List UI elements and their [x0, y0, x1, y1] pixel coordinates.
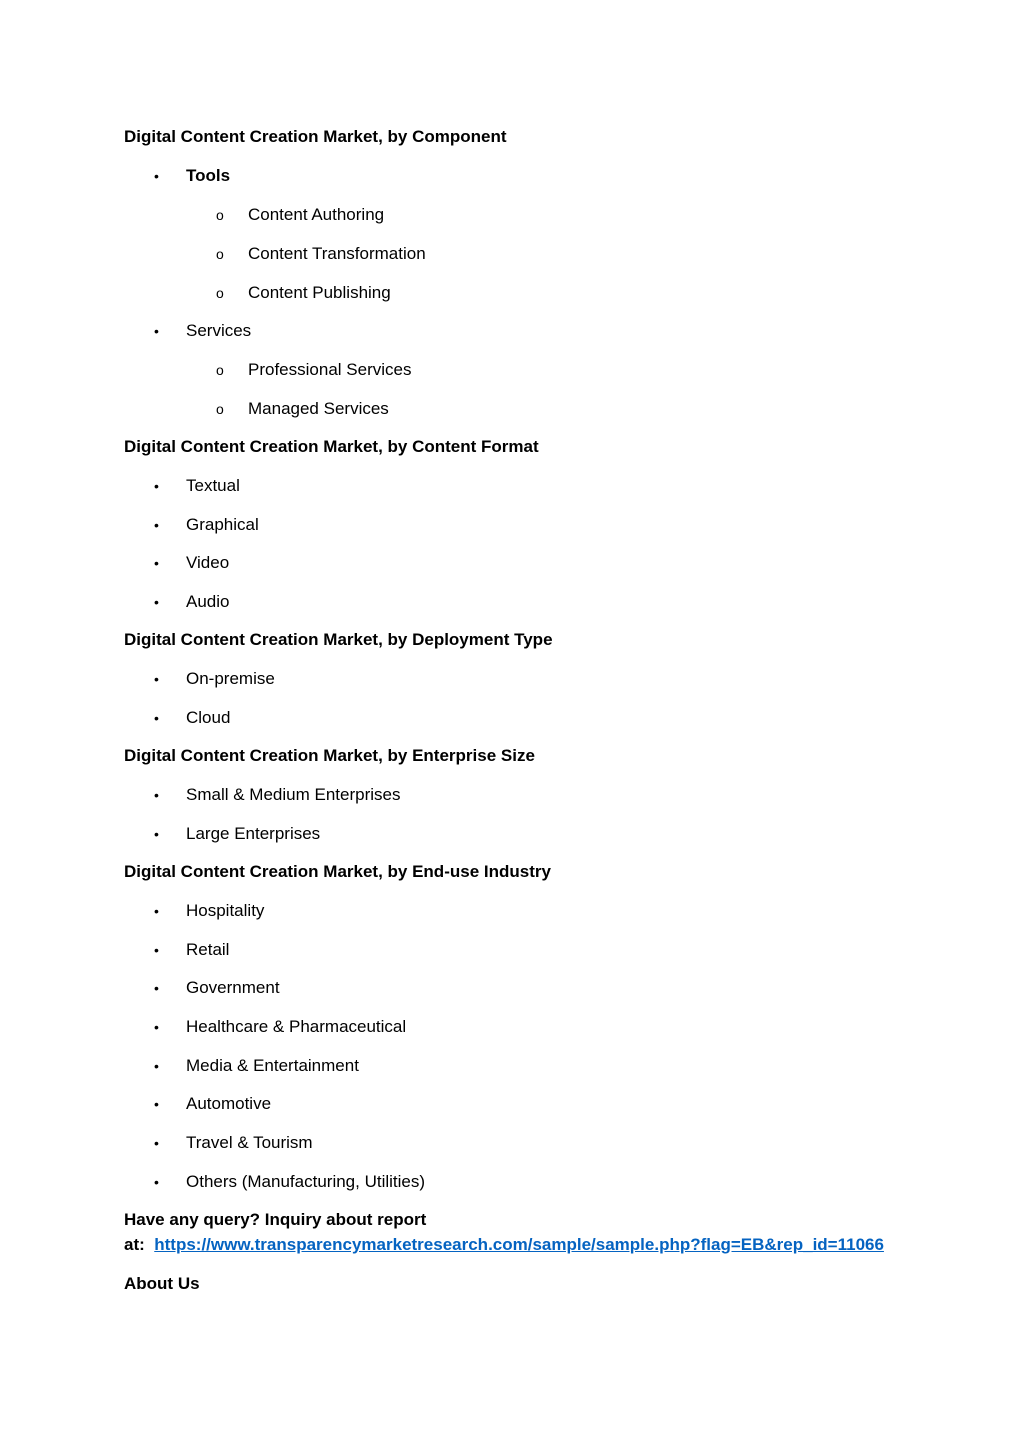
list-item-label: Textual	[186, 476, 240, 495]
bullet-icon: •	[154, 517, 159, 533]
bullet-icon: •	[154, 168, 159, 184]
query-link-line	[124, 1234, 884, 1256]
list-item-label: Small & Medium Enterprises	[186, 785, 401, 804]
bullet-icon: •	[154, 980, 159, 996]
bullet-icon: •	[154, 594, 159, 610]
list-item-label: Graphical	[186, 515, 259, 534]
list-item-label: Services	[186, 321, 252, 340]
bullet-icon: •	[154, 323, 159, 339]
list-item-label: Media & Entertainment	[186, 1056, 359, 1075]
bullet-icon: •	[154, 555, 159, 571]
report-sample-link[interactable]: https://www.transparencymarketresearch.com/sample/sample.php?flag=EB&rep_id=11066	[154, 1235, 884, 1254]
sub-bullet-icon: o	[216, 207, 224, 223]
sub-bullet-icon: o	[216, 401, 224, 417]
sub-bullet-icon: o	[216, 362, 224, 378]
list-item-label: Video	[186, 553, 230, 572]
about-us-heading: About Us	[124, 1274, 200, 1293]
list-item-label: Automotive	[186, 1094, 272, 1113]
query-prefix: at:	[124, 1235, 145, 1254]
section-heading-content-format: Digital Content Creation Market, by Content Format	[124, 437, 539, 456]
sub-list-item-label: Managed Services	[248, 399, 389, 418]
bullet-icon: •	[154, 478, 159, 494]
list-item-label: Travel & Tourism	[186, 1133, 313, 1152]
list-item-label: Tools	[186, 166, 231, 185]
section-heading-deployment-type: Digital Content Creation Market, by Deployment Type	[124, 630, 553, 649]
bullet-icon: •	[154, 942, 159, 958]
bullet-icon: •	[154, 826, 159, 842]
sub-bullet-icon: o	[216, 285, 224, 301]
list-item-label: Cloud	[186, 708, 231, 727]
sub-list-item-label: Content Authoring	[248, 205, 385, 224]
bullet-icon: •	[154, 787, 159, 803]
query-text: Have any query? Inquiry about report	[124, 1210, 427, 1229]
list-item-label: Audio	[186, 592, 230, 611]
bullet-icon: •	[154, 1096, 159, 1112]
section-heading-end-use-industry: Digital Content Creation Market, by End-use Industry	[124, 862, 551, 881]
sub-bullet-icon: o	[216, 246, 224, 262]
bullet-icon: •	[154, 1019, 159, 1035]
bullet-icon: •	[154, 903, 159, 919]
list-item-label: Hospitality	[186, 901, 265, 920]
bullet-icon: •	[154, 671, 159, 687]
list-item-label: Government	[186, 978, 280, 997]
sub-list-item-label: Professional Services	[248, 360, 412, 379]
bullet-icon: •	[154, 1135, 159, 1151]
list-item-label: On-premise	[186, 669, 275, 688]
sub-list-item-label: Content Publishing	[248, 283, 391, 302]
list-item-label: Healthcare & Pharmaceutical	[186, 1017, 407, 1036]
section-heading-component: Digital Content Creation Market, by Component	[124, 127, 507, 146]
list-item-label: Retail	[186, 940, 230, 959]
bullet-icon: •	[154, 1174, 159, 1190]
list-item-label: Others (Manufacturing, Utilities)	[186, 1172, 426, 1191]
sub-list-item-label: Content Transformation	[248, 244, 426, 263]
bullet-icon: •	[154, 710, 159, 726]
bullet-icon: •	[154, 1058, 159, 1074]
section-heading-enterprise-size: Digital Content Creation Market, by Enterprise Size	[124, 746, 535, 765]
list-item-label: Large Enterprises	[186, 824, 321, 843]
